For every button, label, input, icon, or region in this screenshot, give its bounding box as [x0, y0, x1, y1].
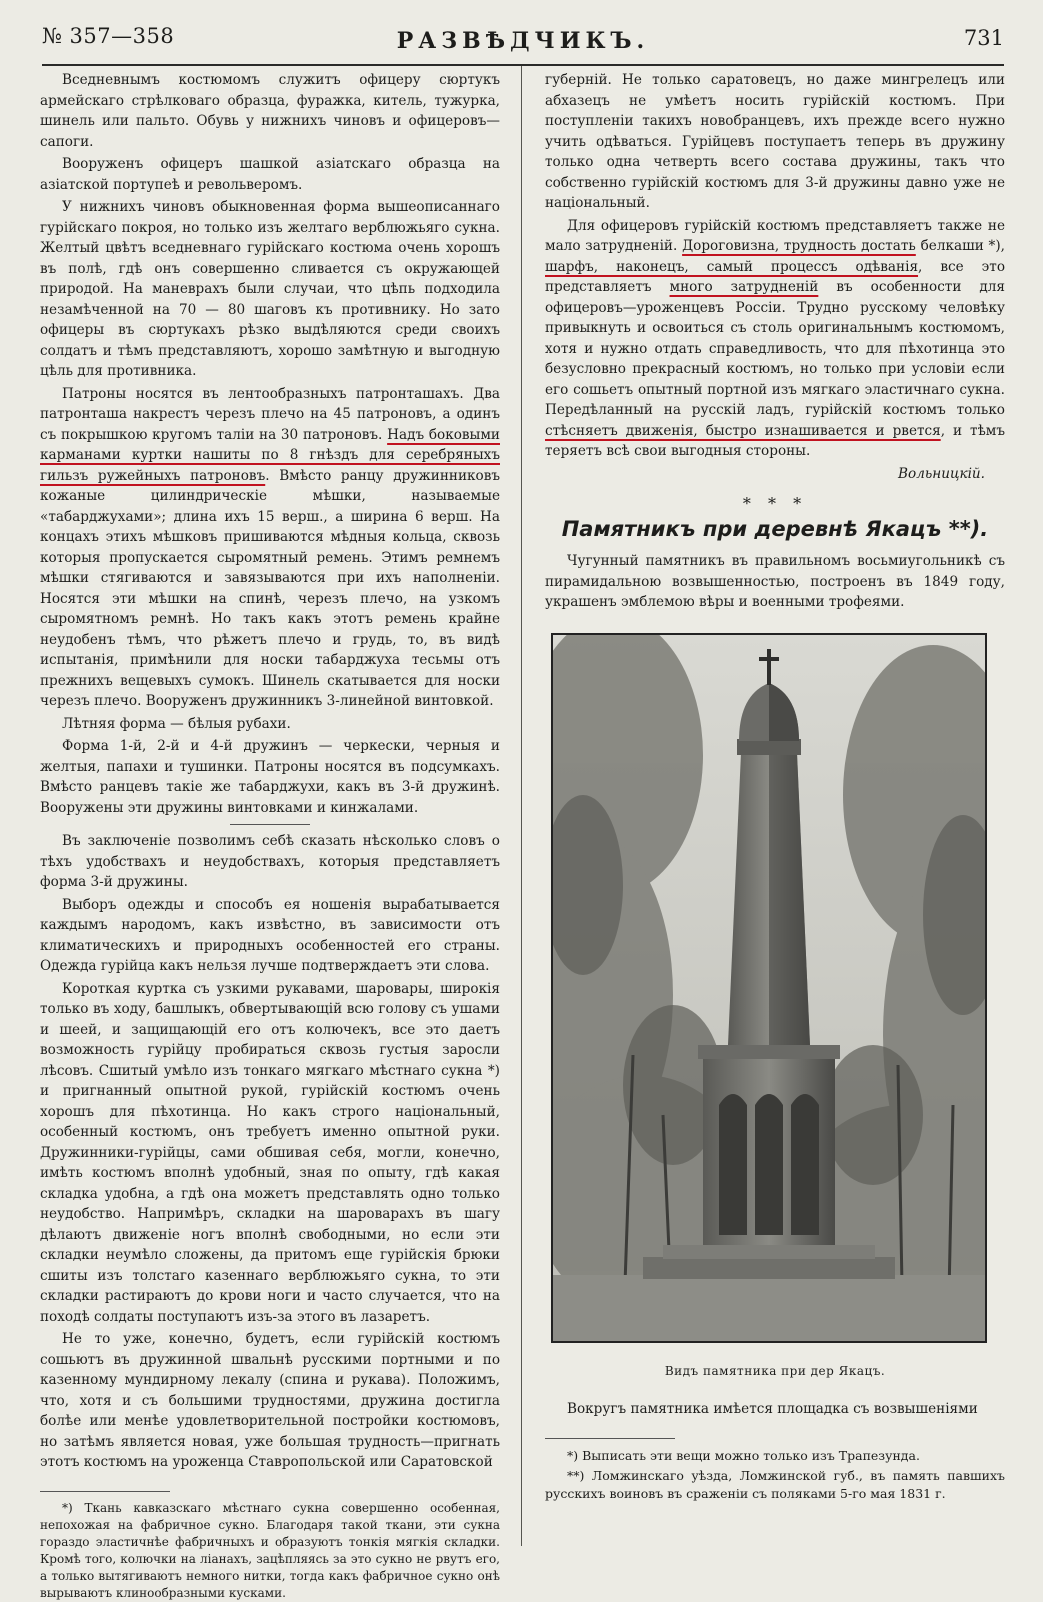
paragraph	[40, 384, 500, 712]
paragraph: Не то уже, конечно, будетъ, если гурійскій костюмъ сошьютъ въ дружинной швальнѣ русскими портными и по казенному мундирному лекалу (спина и рукава). Положимъ, что, хотя и съ большими трудностями, дружина достигла болѣе или менѣе удовлетворительной постройки костюмовъ, но затѣмъ является новая, уже большая трудность—пригнать этотъ костюмъ на уроженца Ставропольской или Саратовской	[40, 1331, 500, 1470]
column-divider	[521, 66, 522, 1546]
section-stars: * * *	[742, 494, 808, 513]
paragraph: Вооруженъ офицеръ шашкой азіатскаго образца на азіатской портупеѣ и револьверомъ.	[40, 156, 500, 193]
photo-caption: Видъ памятника при дер Якацъ.	[664, 1363, 886, 1378]
section-separator	[230, 824, 310, 825]
paragraph: Въ заключеніе позволимъ себѣ сказать нѣсколько словъ о тѣхъ удобствахъ и неудобствахъ, которыя представляетъ форма 3-й дружины.	[40, 833, 500, 890]
footnote: *) Выписать эти вещи можно только изъ Трапезунда.	[567, 1447, 920, 1463]
text-run: въ особенности для офицеровъ—уроженцевъ Россіи. Трудно русскому человѣку привыкнуть и освоиться съ столь оригинальнымъ костюмомъ, хотя и нужно отдать справедливость, что для пѣхотинца это безусловно прекрасный костюмъ, но только при условіи если его сошьетъ опытный портной изъ мягкаго эластичнаго сукна. Передѣланный на русскій ладъ, гурійскій костюмъ только	[545, 279, 1005, 418]
paragraph: Короткая куртка съ узкими рукавами, шаровары, широкія только въ ходу, башлыкъ, обвертывающій всю голову съ ушами и шеей, и защищающій его отъ колючекъ, все это даетъ возможность гурійцу пробираться сквозь густыя заросли лѣсовъ. Сшитый умѣло изъ тонкаго мягкаго мѣстнаго сукна *) и пригнанный опытной рукой, гурійскій костюмъ очень хорошъ для пѣхотинца. Но какъ строго національный, особенный костюмъ, онъ требуетъ именно опытной руки. Дружинники-гурійцы, сами обшивая себя, могли, конечно, имѣть костюмъ вполнѣ удобный, зная по опыту, гдѣ какая складка удобна, а гдѣ она можетъ представлять одно только неудобство. Напримѣръ, складки на шароварахъ въ шагу дѣлаютъ движеніе ногъ вполнѣ свободными, но если эти складки неумѣло сложены, да притомъ еще гурійскія брюки сшиты изъ толстаго казеннаго верблюжьяго сукна, то эти складки растираютъ до крови ноги и часто случается, что на походѣ солдаты поступаютъ изъ-за этого въ лазаретъ.	[40, 980, 500, 1325]
paragraph: губерній. Не только саратовецъ, но даже мингрелецъ или абхазецъ не умѣетъ носить гурійскій костюмъ. При поступленіи такихъ новобранцевъ, ихъ прежде всего нужно учить одѣваться. Гурійцевъ поступаетъ теперь въ дружину только одна четверть всего состава дружины, такъ что собственно гурійскій костюмъ для 3-й дружины давно уже не національный.	[545, 72, 1005, 211]
paragraph: У нижнихъ чиновъ обыкновенная форма вышеописаннаго гурійскаго покроя, но только изъ желтаго верблюжьяго сукна. Желтый цвѣтъ вседневнаго гурійскаго костюма очень хорошъ въ полѣ, гдѣ онъ совершенно сливается съ окружающей природой. На маневрахъ были случаи, что цѣпь подходила незамѣченной на 70 — 80 шаговъ къ противнику. Но зато офицеры въ сюртукахъ рѣзко выдѣляются среди своихъ солдатъ и тѣмъ представляютъ, хорошо замѣтную и выгодную цѣль для противника.	[40, 199, 500, 379]
footnote-rule	[545, 1438, 675, 1439]
underlined-passage: Дороговизна, трудность достать	[682, 238, 916, 254]
footnote: *) Ткань кавказскаго мѣстнаго сукна совершенно особенная, непохожая на фабричное сукно. Благодаря такой ткани, эти сукна гораздо эластичнѣе фабричныхъ и образуютъ тонкія мягкія складки. Кромѣ того, колючки на ліанахъ, зацѣпляясь за это сукно не рвутъ его, а только вытягиваютъ немного нитки, тогда какъ фабричное сукно онѣ вырываютъ клинообразными кусками.	[40, 1500, 500, 1600]
issue-number: № 357—358	[42, 24, 175, 48]
text-run: белкаши *),	[915, 238, 1005, 254]
paragraph: Форма 1-й, 2-й и 4-й дружинъ — черкески, черныя и желтыя, папахи и тушинки. Патроны носятся въ подсумкахъ. Вмѣсто ранцевъ такіе же табарджухи, какъ въ 3-й дружинѣ. Вооружены эти дружины винтовками и кинжалами.	[40, 738, 500, 816]
text-run: . Вмѣсто ранцу дружинниковъ кожаные цилиндрическіе мѣшки, называемые «табарджухами»; длина ихъ 15 верш., а ширина 6 верш. На концахъ этихъ мѣшковъ пришиваются мѣдныя кольца, сквозь которыя пропускается сыромятный ремень. Этимъ ремнемъ мѣшки стягиваются и завязываются при ихъ наполненіи. Носятся эти мѣшки на спинѣ, черезъ плечо, на узкомъ сыромятномъ ремнѣ. Но такъ какъ этотъ ремень крайне неудобенъ тѣмъ, что рѣжетъ плечо и грудь, то, въ видѣ испытанія, примѣнили для носки табарджуха тесьмы отъ прежнихъ вещевыхъ сумокъ. Шинель скатывается для носки черезъ плечо. Вооруженъ дружинникъ 3-линейной винтовкой.	[40, 467, 500, 709]
paragraph: Выборъ одежды и способъ ея ношенія вырабатывается каждымъ народомъ, какъ извѣстно, въ зависимости отъ климатическихъ и природныхъ особенностей его страны. Одежда гурійца какъ нельзя лучше подтверждаетъ эти слова.	[40, 896, 500, 974]
underlined-passage: шарфъ, наконецъ, самый процессъ одѣванія	[545, 258, 919, 275]
monument-photo	[551, 633, 987, 1343]
text-run: , и тѣмъ теряетъ всѣ свои выгодныя стороны.	[545, 422, 1005, 459]
underlined-passage: Надъ боковыми карманами куртки нашиты по 8 гнѣздъ для серебряныхъ гильзъ ружейныхъ патроновъ	[40, 426, 500, 484]
page-header	[42, 24, 1004, 64]
paragraph: Лѣтняя форма — бѣлыя рубахи.	[62, 715, 291, 732]
underlined-passage: стѣсняетъ движенія, быстро изнашивается и рвется	[545, 422, 941, 439]
paragraph: Чугунный памятникъ въ правильномъ восьмиугольникѣ съ пирамидальною возвышенностью, построенъ въ 1849 году, украшенъ эмблемою вѣры и военными трофеями.	[545, 553, 1005, 610]
article-title: Памятникъ при деревнѣ Якацъ **).	[561, 516, 989, 541]
right-column	[545, 70, 1005, 1503]
footnote-rule	[40, 1491, 170, 1492]
page-number: 731	[963, 26, 1004, 50]
left-column	[40, 70, 500, 1602]
author-signature: Вольницкій.	[898, 465, 985, 482]
text-run: Патроны носятся въ лентообразныхъ патронташахъ. Два патронташа накрестъ черезъ плечо на 45 патроновъ, а одинъ съ покрышкою кругомъ таліи на 30 патроновъ.	[40, 385, 500, 443]
text-run: Для офицеровъ гурійскій костюмъ представляетъ также не мало затрудненій.	[545, 217, 1005, 254]
header-rule	[42, 64, 1004, 66]
paragraph	[545, 216, 1005, 462]
paragraph: Вокругъ памятника имѣется площадка съ возвышеніями	[567, 1401, 978, 1417]
footnote: **) Ломжинскаго уѣзда, Ломжинской губ., въ память павшихъ русскихъ воиновъ въ сраженіи съ поляками 5-го мая 1831 г.	[545, 1467, 1005, 1501]
text-run: , все это представляетъ	[545, 258, 1005, 295]
journal-title: РАЗВѢДЧИКЪ.	[396, 28, 650, 54]
paragraph: Вседневнымъ костюмомъ служитъ офицеру сюртукъ армейскаго стрѣлковаго образца, фуражка, китель, тужурка, шинель или пальто. Обувь у нижнихъ чиновъ и офицеровъ—сапоги.	[40, 72, 500, 150]
underlined-passage: много затрудненій	[669, 279, 819, 295]
monument-illustration	[553, 635, 985, 1341]
